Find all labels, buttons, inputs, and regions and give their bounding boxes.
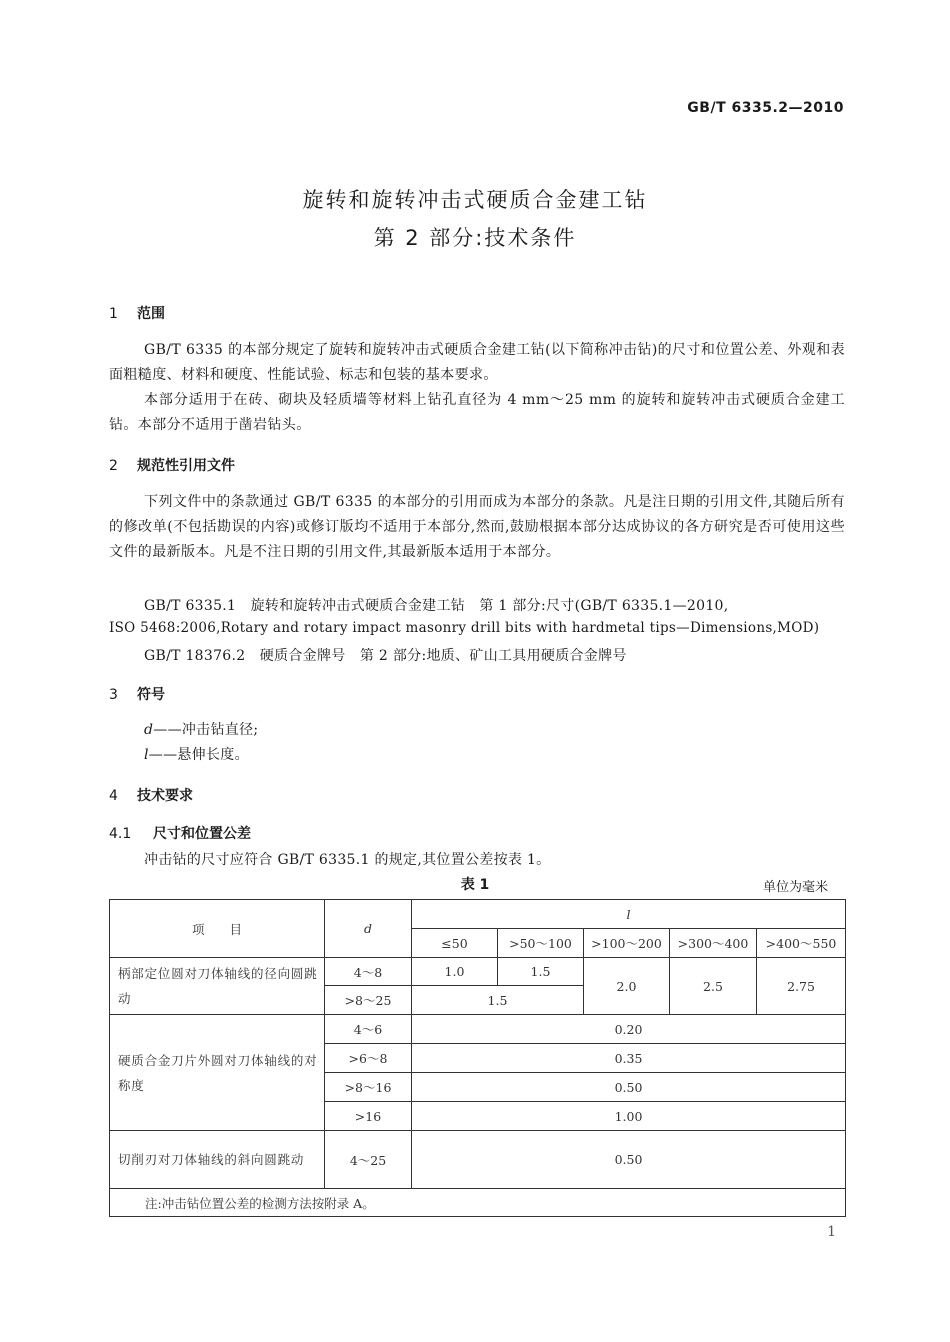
row-label: 切削刃对刀体轴线的斜向圆跳动 bbox=[110, 1131, 325, 1189]
section-number: 4 bbox=[109, 788, 118, 804]
table-unit: 单位为毫米 bbox=[762, 880, 828, 895]
section-3-heading bbox=[109, 684, 165, 704]
cell-d: >16 bbox=[325, 1102, 412, 1131]
cell-d: 4～8 bbox=[325, 958, 412, 986]
section-title: 技术要求 bbox=[137, 788, 193, 804]
cell-value: 0.50 bbox=[412, 1073, 846, 1102]
cell-value: 1.5 bbox=[412, 986, 584, 1015]
cell-value: 2.75 bbox=[757, 958, 846, 1015]
header-l-range: >300～400 bbox=[670, 929, 757, 958]
symbol-variable: l bbox=[144, 747, 149, 763]
section-title: 符号 bbox=[137, 687, 165, 703]
section-1-paragraph-2: 本部分适用于在砖、砌块及轻质墙等材料上钻孔直径为 4 mm～25 mm 的旋转和旋转冲击式硬质合金建工钻。本部分不适用于凿岩钻头。 bbox=[109, 392, 845, 433]
cell-value: 1.5 bbox=[498, 958, 584, 986]
section-1-heading bbox=[109, 303, 165, 323]
table-note: 注:冲击钻位置公差的检测方法按附录 A。 bbox=[110, 1189, 846, 1217]
header-l-range: >400～550 bbox=[757, 929, 846, 958]
table-row bbox=[110, 1131, 846, 1189]
reference-2: GB/T 18376.2 硬质合金牌号 第 2 部分:地质、矿山工具用硬质合金牌号 bbox=[144, 648, 627, 664]
symbol-text: ——悬伸长度。 bbox=[148, 747, 249, 763]
table-row bbox=[110, 1015, 846, 1044]
section-number: 3 bbox=[109, 687, 118, 703]
section-number: 4.1 bbox=[109, 826, 132, 842]
cell-value: 1.00 bbox=[412, 1102, 846, 1131]
table-header-row bbox=[110, 900, 846, 929]
symbol-l-definition bbox=[144, 744, 249, 764]
header-d: d bbox=[325, 900, 412, 958]
section-title: 规范性引用文件 bbox=[137, 458, 235, 474]
cell-d: >6～8 bbox=[325, 1044, 412, 1073]
cell-d: >8～25 bbox=[325, 986, 412, 1015]
row-label: 柄部定位圆对刀体轴线的径向圆跳动 bbox=[110, 958, 325, 1015]
cell-d: 4～6 bbox=[325, 1015, 412, 1044]
cell-value: 0.50 bbox=[412, 1131, 846, 1189]
header-l-range: >100～200 bbox=[584, 929, 670, 958]
cell-value: 2.0 bbox=[584, 958, 670, 1015]
document-subtitle: 第 2 部分:技术条件 bbox=[373, 226, 577, 250]
cell-value: 2.5 bbox=[670, 958, 757, 1015]
table-note-row bbox=[110, 1189, 846, 1217]
header-item: 项 目 bbox=[110, 900, 325, 958]
cell-value: 0.20 bbox=[412, 1015, 846, 1044]
section-1-paragraph-1: GB/T 6335 的本部分规定了旋转和旋转冲击式硬质合金建工钻(以下简称冲击钻)的尺寸和位置公差、外观和表面粗糙度、材料和硬度、性能试验、标志和包装的基本要求。 bbox=[109, 342, 845, 383]
section-number: 1 bbox=[109, 306, 118, 322]
standard-code: GB/T 6335.2—2010 bbox=[687, 100, 844, 116]
section-2-paragraph-1: 下列文件中的条款通过 GB/T 6335 的本部分的引用而成为本部分的条款。凡是注日期的引用文件,其随后所有的修改单(不包括勘误的内容)或修订版均不适用于本部分,然而,鼓励根据本部分达成协议的各方研究是否可使用这些文件的最新版本。凡是不注日期的引用文件,其最新版本适用于本部分。 bbox=[109, 494, 845, 560]
tolerance-table bbox=[109, 899, 846, 1217]
table-row bbox=[110, 958, 846, 986]
section-title: 尺寸和位置公差 bbox=[153, 826, 251, 842]
symbol-d-definition bbox=[144, 719, 258, 739]
page-number: 1 bbox=[827, 1224, 836, 1240]
cell-d: 4～25 bbox=[325, 1131, 412, 1189]
header-l-range: >50～100 bbox=[498, 929, 584, 958]
reference-1-line-2: ISO 5468:2006,Rotary and rotary impact masonry drill bits with hardmetal tips—Dimensions,MOD) bbox=[109, 620, 820, 636]
cell-d: >8～16 bbox=[325, 1073, 412, 1102]
section-title: 范围 bbox=[137, 306, 165, 322]
section-4-1-heading bbox=[109, 823, 251, 843]
section-4-heading bbox=[109, 785, 193, 805]
symbol-variable: d bbox=[144, 722, 154, 738]
table-caption: 表 1 bbox=[460, 877, 490, 893]
section-4-1-paragraph: 冲击钻的尺寸应符合 GB/T 6335.1 的规定,其位置公差按表 1。 bbox=[144, 852, 551, 868]
header-l: l bbox=[412, 900, 846, 929]
cell-value: 1.0 bbox=[412, 958, 498, 986]
row-label: 硬质合金刀片外圆对刀体轴线的对称度 bbox=[110, 1015, 325, 1131]
document-title: 旋转和旋转冲击式硬质合金建工钻 bbox=[302, 188, 648, 212]
header-l-range: ≤50 bbox=[412, 929, 498, 958]
section-number: 2 bbox=[109, 458, 118, 474]
reference-1-line-1: GB/T 6335.1 旋转和旋转冲击式硬质合金建工钻 第 1 部分:尺寸(GB/T 6335.1—2010, bbox=[144, 598, 729, 614]
cell-value: 0.35 bbox=[412, 1044, 846, 1073]
section-2-heading bbox=[109, 455, 235, 475]
symbol-text: ——冲击钻直径; bbox=[153, 722, 259, 738]
